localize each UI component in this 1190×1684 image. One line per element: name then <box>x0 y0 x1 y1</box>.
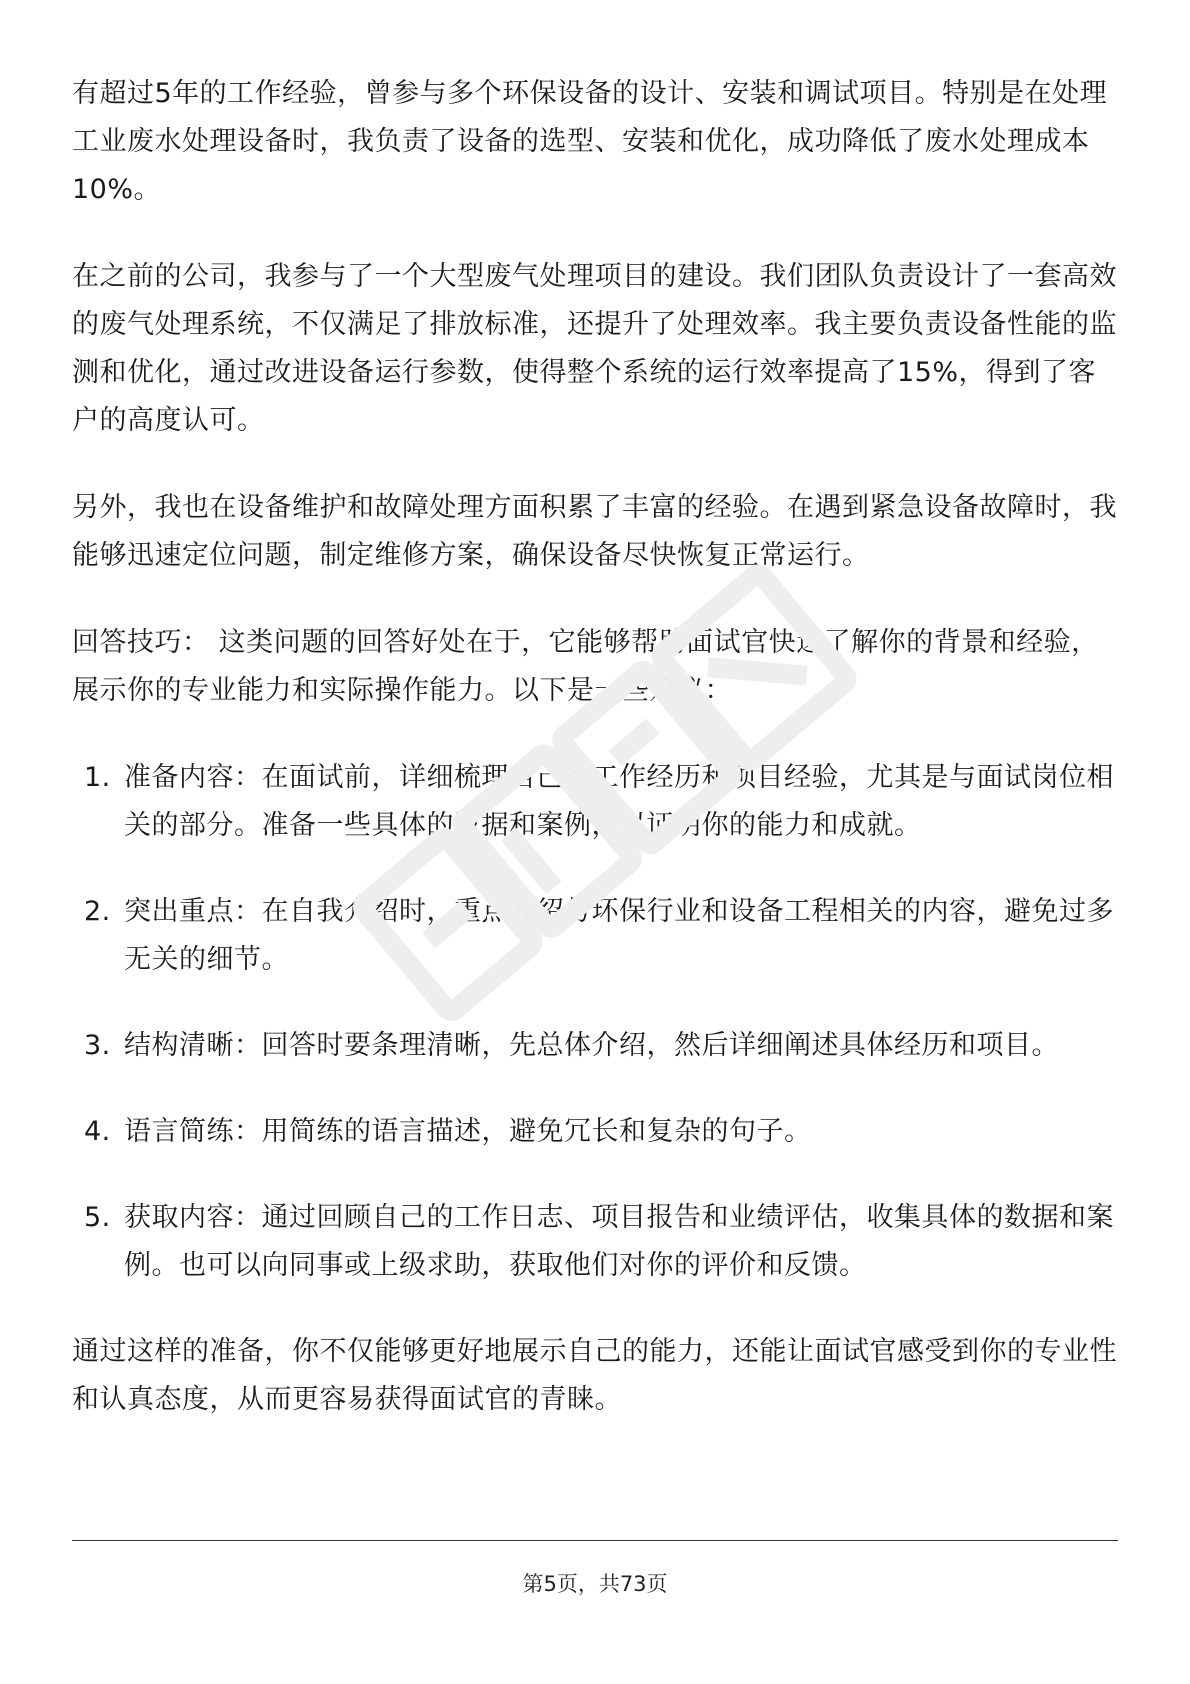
list-item-text: 结构清晰：回答时要条理清晰，先总体介绍，然后详细阐述具体经历和项目。 <box>124 1030 1059 1061</box>
list-item-text: 获取内容：通过回顾自己的工作日志、项目报告和业绩评估，收集具体的数据和案例。也可以向同事或上级求助，获取他们对你的评价和反馈。 <box>124 1202 1114 1281</box>
paragraph-experience: 有超过5年的工作经验，曾参与多个环保设备的设计、安装和调试项目。特别是在处理工业废水处理设备时，我负责了设备的选型、安装和优化，成功降低了废水处理成本10%。 <box>72 78 1108 205</box>
list-item-number: 4. <box>84 1116 111 1147</box>
list-item <box>72 754 1118 850</box>
paragraph-maintenance: 另外，我也在设备维护和故障处理方面积累了丰富的经验。在遇到紧急设备故障时，我能够迅速定位问题，制定维修方案，确保设备尽快恢复正常运行。 <box>72 492 1117 571</box>
paragraph-conclusion: 通过这样的准备，你不仅能够更好地展示自己的能力，还能让面试官感受到你的专业性和认真态度，从而更容易获得面试官的青睐。 <box>72 1336 1117 1415</box>
page-number: 第5页，共73页 <box>522 1572 668 1596</box>
document-body <box>72 70 1118 1463</box>
tips-list <box>72 754 1118 1290</box>
list-item-text: 准备内容：在面试前，详细梳理自己的工作经历和项目经验，尤其是与面试岗位相关的部分。准备一些具体的数据和案例，以证明你的能力和成就。 <box>124 762 1114 841</box>
list-item-number: 5. <box>84 1202 111 1233</box>
paragraph-project: 在之前的公司，我参与了一个大型废气处理项目的建设。我们团队负责设计了一套高效的废气处理系统，不仅满足了排放标准，还提升了处理效率。我主要负责设备性能的监测和优化，通过改进设备运行参数，使得整个系统的运行效率提高了15%，得到了客户的高度认可。 <box>72 261 1117 436</box>
list-item <box>72 1022 1118 1070</box>
list-item <box>72 1194 1118 1290</box>
paragraph-tips-intro: 回答技巧： 这类问题的回答好处在于，它能够帮助面试官快速了解你的背景和经验，展示你的专业能力和实际操作能力。以下是一些建议： <box>72 627 1099 706</box>
list-item-number: 1. <box>84 762 111 793</box>
footer-divider <box>72 1540 1118 1541</box>
list-item-number: 2. <box>84 896 111 927</box>
list-item <box>72 1108 1118 1156</box>
list-item <box>72 888 1118 984</box>
list-item-text: 突出重点：在自我介绍时，重点介绍与环保行业和设备工程相关的内容，避免过多无关的细节。 <box>124 896 1114 975</box>
list-item-number: 3. <box>84 1030 111 1061</box>
list-item-text: 语言简练：用简练的语言描述，避免冗长和复杂的句子。 <box>124 1116 812 1147</box>
